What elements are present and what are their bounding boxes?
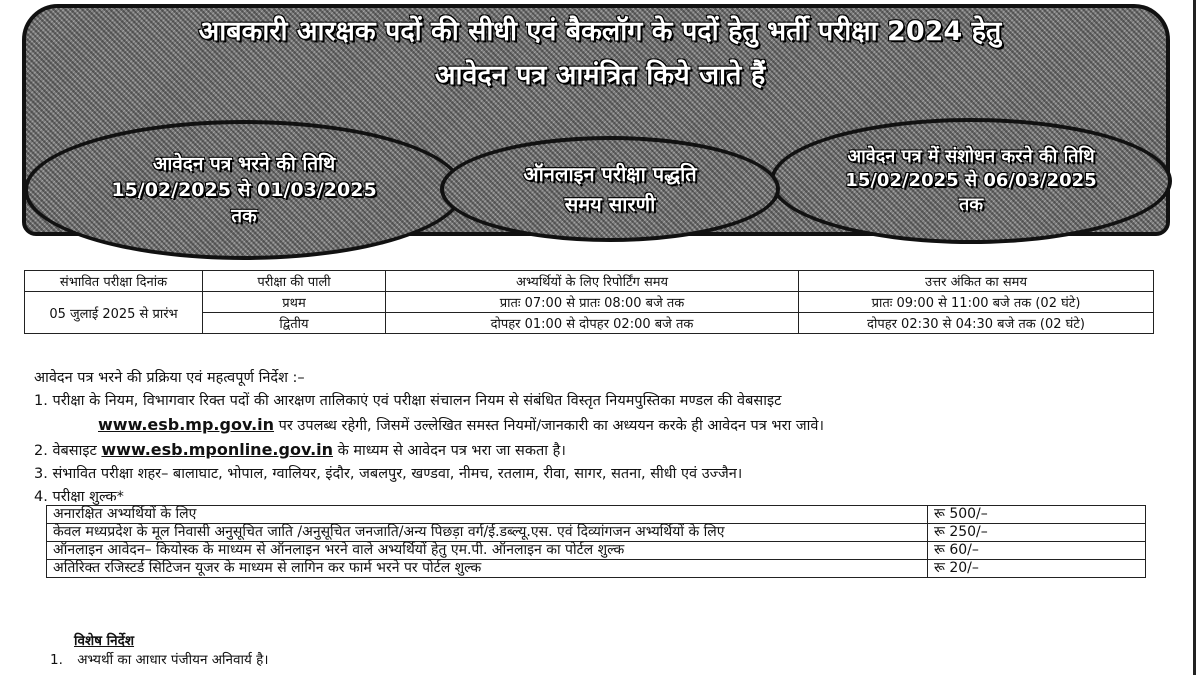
answer-cell: दोपहर 02:30 से 04:30 बजे तक (02 घंटे) (799, 313, 1154, 334)
fee-amount: रू 60/– (928, 542, 1146, 560)
item-number: 3. (34, 466, 48, 482)
correction-date-oval (770, 118, 1172, 244)
reporting-cell: दोपहर 01:00 से दोपहर 02:00 बजे तक (386, 313, 799, 334)
special-instructions (50, 632, 1170, 670)
table-header-row (25, 271, 1154, 292)
application-date-suffix: तक (231, 205, 257, 227)
answer-cell: प्रातः 09:00 से 11:00 बजे तक (02 घंटे) (799, 292, 1154, 313)
instruction-item-1 (34, 390, 1174, 438)
header-answer-time: उत्तर अंकित का समय (799, 271, 1154, 292)
item-text: वेबसाइट (52, 443, 97, 459)
special-instruction-item (50, 651, 1170, 670)
title-line-1: आबकारी आरक्षक पदों की सीधी एवं बैकलॉग के पदों हेतु भर्ती परीक्षा 2024 हेतु (198, 16, 1002, 47)
application-date-oval (24, 120, 464, 260)
timetable-label: समय सारणी (564, 192, 656, 216)
fee-category: अनारक्षित अभ्यर्थियों के लिए (47, 506, 928, 524)
table-row (47, 524, 1146, 542)
item-number: 1. (34, 393, 48, 409)
shift-cell: प्रथम (203, 292, 386, 313)
fee-amount: रू 20/– (928, 560, 1146, 578)
correction-date-suffix: तक (958, 194, 984, 215)
header-exam-date: संभावित परीक्षा दिनांक (25, 271, 203, 292)
title-line-2: आवेदन पत्र आमंत्रित किये जाते हैं (434, 60, 766, 91)
table-row (25, 292, 1154, 313)
table-row (47, 506, 1146, 524)
special-instructions-heading: विशेष निर्देश (74, 633, 135, 649)
fee-amount: रू 250/– (928, 524, 1146, 542)
item-text: अभ्यर्थी का आधार पंजीयन अनिवार्य है। (77, 652, 269, 668)
page-title (30, 10, 1170, 98)
item-number: 1. (50, 652, 63, 668)
esb-website-link[interactable]: www.esb.mp.gov.in (98, 415, 275, 434)
shift-cell: द्वितीय (203, 313, 386, 334)
fee-category: ऑनलाइन आवेदन– कियोस्क के माध्यम से ऑनलाइन भरने वाले अभ्यर्थियों हेतु एम.पी. ऑनलाइन का पोर्टल शुल्क (47, 542, 928, 560)
fee-category: अतिरिक्त रजिस्टर्ड सिटिजन यूजर के माध्यम से लागिन कर फार्म भरने पर पोर्टल शुल्क (47, 560, 928, 578)
correction-date-range: 15/02/2025 से 06/03/2025 (845, 170, 1097, 191)
instruction-item-3 (34, 463, 1174, 486)
fee-table (46, 505, 1146, 578)
item-text: पर उपलब्ध रहेगी, जिसमें उल्लेखित समस्त नियमों/जानकारी का अध्ययन करके ही आवेदन पत्र भरा जावे। (278, 418, 824, 434)
scan-edge-line (1193, 0, 1196, 675)
instructions-heading: आवेदन पत्र भरने की प्रक्रिया एवं महत्वपूर्ण निर्देश :– (34, 370, 305, 386)
exam-schedule-table (24, 270, 1154, 334)
item-text: के माध्यम से आवेदन पत्र भरा जा सकता है। (337, 443, 566, 459)
online-exam-oval (440, 136, 780, 242)
reporting-cell: प्रातः 07:00 से प्रातः 08:00 बजे तक (386, 292, 799, 313)
fee-amount: रू 500/– (928, 506, 1146, 524)
exam-date-cell: 05 जुलाई 2025 से प्रारंभ (25, 292, 203, 334)
item-text: संभावित परीक्षा शहर– बालाघाट, भोपाल, ग्वालियर, इंदौर, जबलपुर, खण्डवा, नीमच, रतलाम, रीवा, सागर, सतना, सीधी एवं उज्जैन। (52, 466, 743, 482)
mponline-website-link[interactable]: www.esb.mponline.gov.in (101, 440, 334, 459)
fee-category: केवल मध्यप्रदेश के मूल निवासी अनुसूचित जाति /अनुसूचित जनजाति/अन्य पिछड़ा वर्ग/ई.डब्ल्यू.एस. एवं दिव्यांगजन अभ्यर्थियों के लिए (47, 524, 928, 542)
application-date-label: आवेदन पत्र भरने की तिथि (152, 153, 336, 175)
online-exam-label: ऑनलाइन परीक्षा पद्धति (523, 162, 697, 186)
table-row (47, 560, 1146, 578)
header-reporting-time: अभ्यर्थियों के लिए रिपोर्टिंग समय (386, 271, 799, 292)
item-text: परीक्षा के नियम, विभागवार रिक्त पदों की आरक्षण तालिकाएं एवं परीक्षा संचालन नियम से संबंधित विस्तृत नियमपुस्तिका मण्डल की वेबसाइट (52, 393, 782, 409)
header-shift: परीक्षा की पाली (203, 271, 386, 292)
item-number: 4. (34, 489, 48, 505)
application-date-range: 15/02/2025 से 01/03/2025 (111, 179, 377, 201)
table-row (47, 542, 1146, 560)
correction-date-label: आवेदन पत्र में संशोधन करने की तिथि (847, 146, 1095, 167)
item-text: परीक्षा शुल्क* (52, 489, 124, 505)
instruction-item-2 (34, 438, 1174, 463)
item-number: 2. (34, 443, 48, 459)
instructions-section (34, 367, 1174, 509)
